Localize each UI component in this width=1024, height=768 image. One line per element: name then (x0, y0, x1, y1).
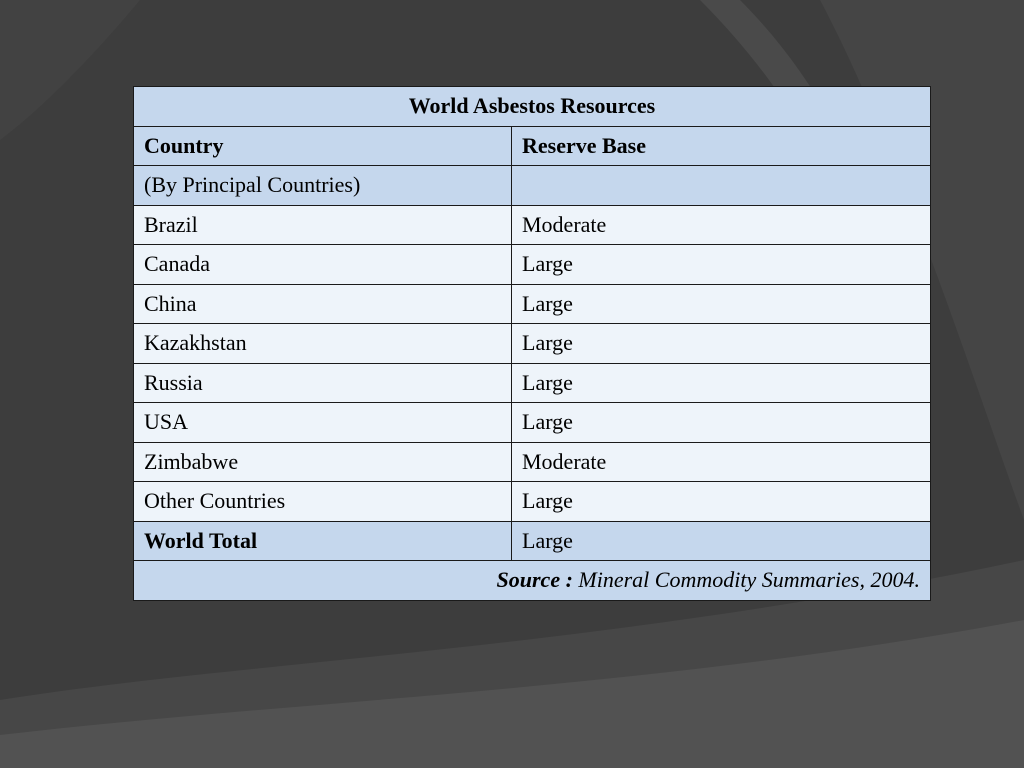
header-reserve-base: Reserve Base (512, 126, 931, 166)
table-row (134, 205, 931, 245)
source-cell (134, 561, 931, 601)
table-row (134, 324, 931, 364)
table-row (134, 284, 931, 324)
reserve-cell: Large (512, 284, 931, 324)
reserve-cell: Large (512, 363, 931, 403)
table-title: World Asbestos Resources (134, 87, 931, 127)
source-row (134, 561, 931, 601)
reserve-cell: Moderate (512, 442, 931, 482)
country-cell: USA (134, 403, 512, 443)
source-text: Mineral Commodity Summaries, 2004. (578, 567, 920, 593)
reserve-cell: Moderate (512, 205, 931, 245)
asbestos-resources-table (133, 86, 931, 601)
table-row (134, 363, 931, 403)
reserve-cell: Large (512, 403, 931, 443)
country-cell: Zimbabwe (134, 442, 512, 482)
table-row (134, 442, 931, 482)
world-total-row (134, 521, 931, 561)
country-cell: Russia (134, 363, 512, 403)
country-cell: Other Countries (134, 482, 512, 522)
header-country: Country (134, 126, 512, 166)
country-cell: Canada (134, 245, 512, 285)
source-label: Source : (496, 567, 573, 593)
table-title-row (134, 87, 931, 127)
table-row (134, 245, 931, 285)
subheader-country: (By Principal Countries) (134, 166, 512, 206)
subheader-reserve (512, 166, 931, 206)
reserve-cell: Large (512, 245, 931, 285)
total-label: World Total (134, 521, 512, 561)
total-value: Large (512, 521, 931, 561)
table-header-row (134, 126, 931, 166)
reserve-cell: Large (512, 324, 931, 364)
table-row (134, 482, 931, 522)
country-cell: China (134, 284, 512, 324)
reserve-cell: Large (512, 482, 931, 522)
table-row (134, 403, 931, 443)
country-cell: Brazil (134, 205, 512, 245)
table-subheader-row (134, 166, 931, 206)
country-cell: Kazakhstan (134, 324, 512, 364)
